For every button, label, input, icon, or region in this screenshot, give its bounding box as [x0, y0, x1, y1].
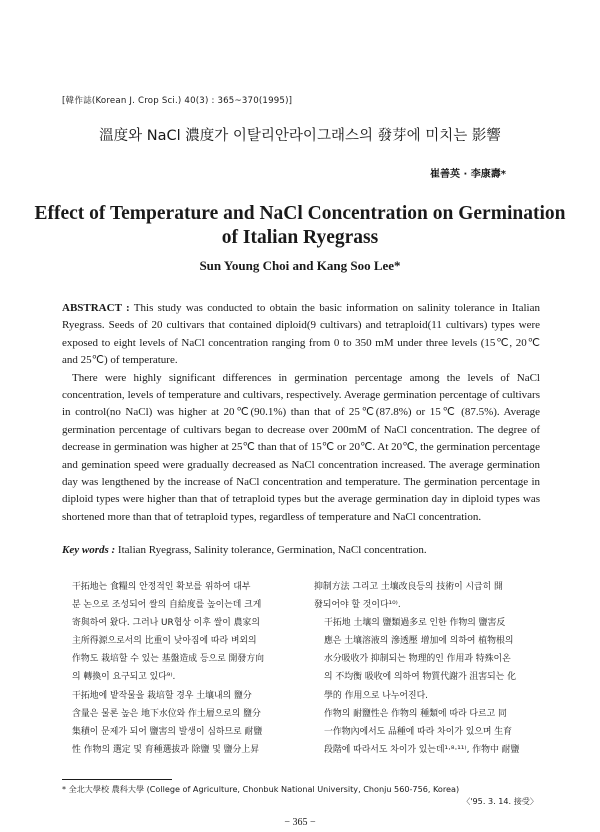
english-authors: Sun Young Choi and Kang Soo Lee* [199, 258, 401, 273]
body-line: 寄與하여 왔다. 그러나 UR협상 이후 쌀이 農家의 [72, 618, 260, 629]
body-line: 분 논으로 조성되어 쌀의 自給度를 높이는데 크게 [72, 600, 262, 611]
body-paragraph [314, 614, 542, 704]
body-line: 一作物內에서도 品種에 따라 차이가 있으며 生育 [324, 726, 512, 737]
english-title-line-1: Effect of Temperature and NaCl Concentration on Germination [34, 203, 566, 224]
korean-title: 溫度와 NaCl 濃度가 이탈리안라이그래스의 發芽에 미치는 影響 [99, 128, 501, 144]
body-left-column [62, 578, 290, 759]
abstract [62, 300, 540, 526]
keywords-label: Key words : [62, 544, 116, 556]
body-line: 性 作物의 選定 및 育種選拔과 除鹽 및 鹽分上昇 [72, 744, 260, 755]
body-line: 干拓地 土壤의 鹽類過多로 인한 作物의 鹽害反 [324, 618, 506, 629]
page-number: − 365 − [284, 817, 316, 828]
abstract-text-1: This study was conducted to obtain the basic information on salinity tolerance in Italian Ryegrass. Seeds of 20 cultivars that contained diploid(9 cultivars) and tetraploid(11 cultivars) types were exposed to eight levels of NaCl concentration ranging from 0 to 350 mM under three levels (15℃, 20℃ and 25℃) of temperature. [62, 302, 540, 367]
affiliation-footnote: * 全北大學校 農科大學 (College of Agriculture, Chonbuk National University, Chonju 560-756, Korea) [62, 784, 460, 794]
body-paragraph [314, 578, 542, 614]
body-line: 水分吸收가 抑制되는 物理的인 作用과 特殊이온 [324, 654, 511, 665]
body-line: 干拓地는 食糧의 안정적인 확보를 위하여 대부 [72, 582, 251, 592]
keywords-text: Italian Ryegrass, Salinity tolerance, Germination, NaCl concentration. [115, 544, 427, 556]
body-line: 集積이 문제가 되어 鹽害의 발생이 심하므로 耐鹽 [72, 726, 263, 737]
body-line: 抑制方法 그리고 土壤改良등의 技術이 시급히 開 [314, 582, 503, 592]
body-line: 學的 作用으로 나누어진다. [324, 690, 428, 701]
body-paragraph [62, 687, 290, 759]
body-line: 의 不均衡 吸收에 의하여 物質代謝가 沮害되는 化 [324, 672, 517, 683]
body-line: 段階에 따라서도 차이가 있는데¹·⁸·¹¹⁾, 作物中 耐鹽 [324, 744, 520, 755]
received-date: 〈'95. 3. 14. 接受〉 [462, 796, 538, 806]
english-title [0, 202, 600, 250]
body-line: 應은 土壤溶液의 滲透壓 增加에 의하여 植物根의 [324, 636, 514, 647]
keywords [62, 544, 540, 556]
body-line: 의 轉換이 요구되고 있다⁹⁾. [72, 672, 176, 683]
english-title-line-2: of Italian Ryegrass [221, 227, 379, 248]
abstract-paragraph-1 [62, 300, 540, 370]
body-line: 干拓地에 밭작물을 栽培할 경우 土壤내의 鹽分 [72, 690, 252, 701]
korean-authors: 崔善英 · 李康壽* [430, 169, 506, 180]
body-line: 發되어야 할 것이다¹⁰⁾. [314, 600, 401, 611]
body-line: 含量은 물론 높은 地下水位와 作土層으로의 鹽分 [72, 708, 261, 719]
body-right-column [314, 578, 542, 759]
journal-reference: [韓作誌(Korean J. Crop Sci.) 40(3) : 365~370(1995)] [62, 96, 293, 106]
abstract-label: ABSTRACT : [62, 302, 130, 314]
abstract-paragraph-2: There were highly significant differences in germination percentage among the levels of NaCl concentration, levels of temperature and cultivars, respectively. Average germination percentage of cultivars in control(no NaCl) was higher at 20℃(90.1%) than that of 25℃(87.8%) or 15℃ (87.5%). Average germination percentage of cultivars began to decrease over 200mM of NaCl concentration. The degree of decrease in germination was higher at 25℃ than that of 15℃ or 20℃. At 20℃, the germination percentage and gemination speed were gradually decreased as NaCl concentration increased. The average germination day was lengthened by the increase of NaCl concentration and temperature. The germination percentage in diploid types were higher than that of tetraploid types but the average germination day in diploid types was shortened more than that of tetraploid types, regardless of temperature and NaCl concentration. [62, 371, 540, 523]
body-paragraph [314, 705, 542, 759]
body-line: 主所得源으로서의 比重이 낮아짐에 따라 벼외의 [72, 636, 257, 647]
body-line: 作物의 耐鹽性은 作物의 種類에 따라 다르고 同 [324, 708, 507, 719]
body-paragraph [62, 578, 290, 687]
footnote-divider [62, 779, 172, 780]
body-line: 作物도 栽培할 수 있는 基盤造成 등으로 開發方向 [72, 654, 265, 665]
